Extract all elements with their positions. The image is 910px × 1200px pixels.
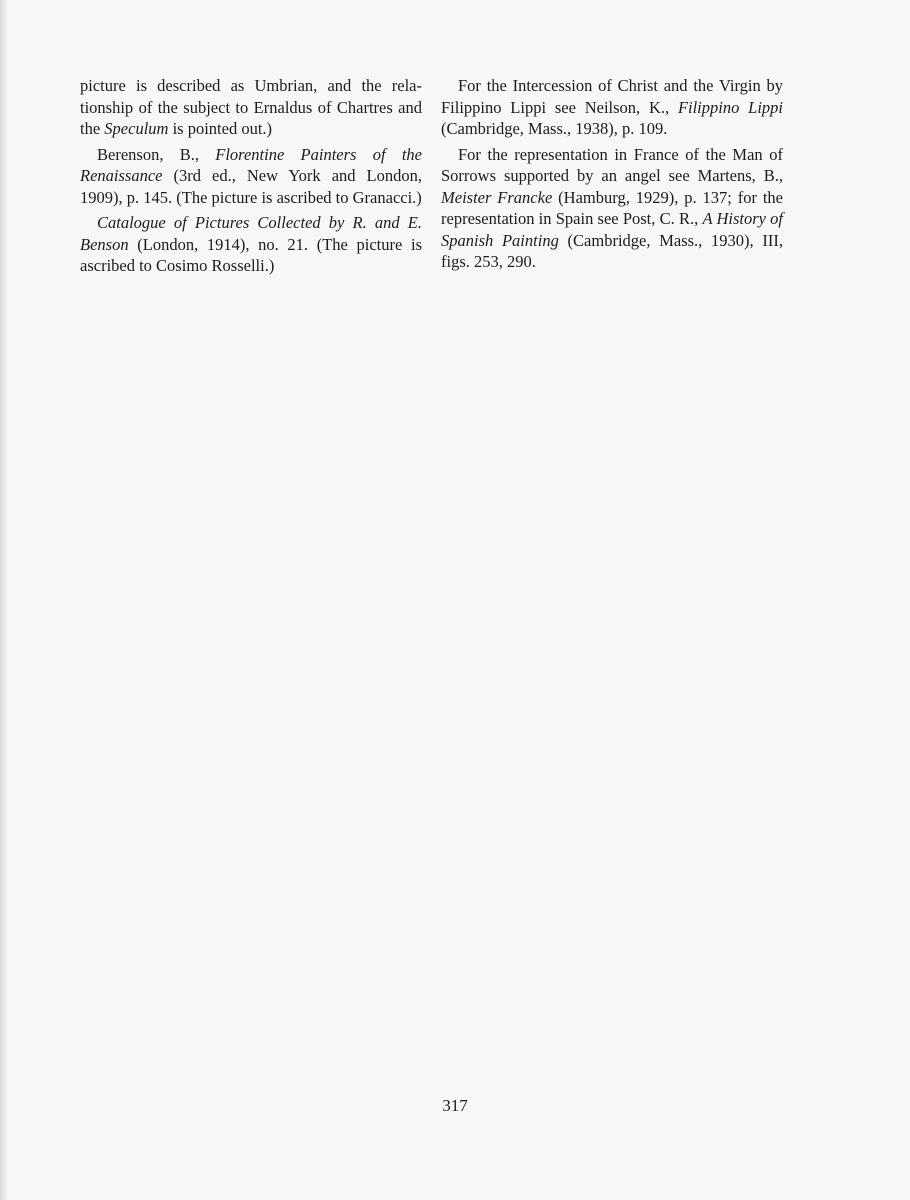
text-run: (Cambridge, Mass., 1930), III, figs. 253, 290. <box>441 230 783 271</box>
right-column <box>441 75 783 277</box>
reference-filippino-lippi <box>441 75 783 140</box>
left-paragraph-continuation <box>80 75 422 140</box>
text-run: (London, 1914), no. 21. (The picture is ascribed to Cosimo Rosselli.) <box>80 234 422 275</box>
text-run: (3rd ed., New York and London, 1909), p. 145. (The picture is ascribed to Granacci.) <box>80 166 422 207</box>
text-run: (Hamburg, 1929), p. 137; for the representation in Spain see Post, C. R., <box>441 187 784 228</box>
text-run: (Cambridge, Mass., 1938), p. 109. <box>441 119 668 138</box>
italic-title: Florentine Painters of the Renaissance <box>80 144 422 185</box>
text-run: picture is described as Umbrian, and the relationship of the subject to Ernaldus of Chartres and the <box>80 76 422 138</box>
text-run: For the representation in France of the Man of Sorrows supported by an angel see Martens, B., <box>441 144 783 185</box>
reference-benson-catalogue <box>80 212 422 277</box>
text-run: Berenson, B., <box>97 144 216 164</box>
text-run: is pointed out.) <box>168 119 273 138</box>
italic-title: Filippino Lippi <box>677 97 783 117</box>
text-run: For the Intercession of Christ and the Virgin by Filippino Lippi see Neilson, K., <box>441 76 783 117</box>
page-number: 317 <box>442 1096 468 1115</box>
italic-title: Speculum <box>104 119 169 138</box>
italic-title: Meister Francke <box>441 187 553 207</box>
left-column <box>80 75 422 281</box>
reference-berenson <box>80 144 422 209</box>
italic-title: Catalogue of Pictures Collected by R. and E. Benson <box>80 213 422 254</box>
italic-title: A History of Spanish Painting <box>441 209 783 250</box>
page-edge-shadow <box>0 0 9 1200</box>
reference-man-of-sorrows <box>441 144 783 273</box>
